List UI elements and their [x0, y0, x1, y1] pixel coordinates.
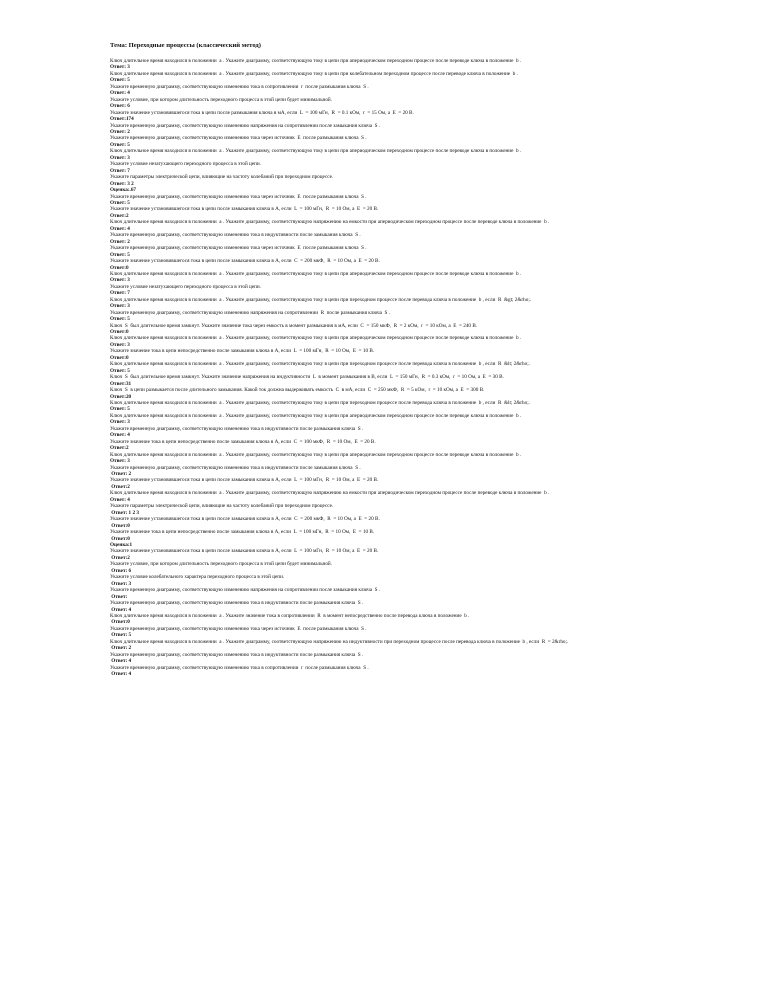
answer-line: Ответ: 6 [110, 103, 130, 110]
answer-line: Ответ: 5 [110, 77, 130, 84]
answer-line: Ответ: 4 [110, 606, 132, 613]
answer-line: Ответ: 3 [110, 341, 130, 348]
answer-line: Ответ: 3 [110, 154, 130, 161]
answer-line: Ответ: 2 [110, 645, 132, 652]
answer-line: Ответ: 5 [110, 316, 130, 323]
answer-line: Ответ:31 [110, 380, 132, 387]
answer-line: Ответ:0 [110, 535, 130, 542]
question-text: Ключ S был длительное время замкнут. Укажите значение тока через емкость в момент размыкания в мА, если C = 150 мкФ, R = 2 кОм, r = 10 кОм, а E = 240 В. [110, 322, 478, 329]
document-title: Тема: Переходные процессы (классический метод) [110, 42, 261, 49]
answer-line: Ответ: 4 [110, 90, 130, 97]
question-text: Укажите временную диаграмму, соответствующую изменению тока в индуктивности после размыкания ключа S . [110, 600, 364, 607]
question-text: Укажите временную диаграмму, соответствующую изменению тока в индуктивности после размыкания ключа S . [110, 651, 364, 658]
question-text: Укажите временную диаграмму, соответствующую изменению тока через источник E после размыкания ключа S . [110, 245, 367, 252]
answer-line: Оценка:.67 [110, 187, 137, 194]
answer-line: Ответ: 3 [110, 458, 130, 465]
question-text: Ключ длительное время находился в положении a . Укажите диаграмму, соответствующую току в цепи при апериодическом переходном процессе после переводе ключа в положение b . [110, 335, 522, 342]
answer-line: Ответ: 4 [110, 496, 130, 503]
question-text: Укажите значение установившегося тока в цепи после замыкания ключа в А, если L = 100 мГн, R = 10 Ом, а E = 20 В. [110, 477, 379, 484]
question-text: Ключ S был длительное время замкнут. Укажите значение напряжения на индуктивности L в момент размыкания в В, если L = 150 мГн, R = 0.3 кОм, r = 10 Ом, а E = 30 В. [110, 374, 504, 381]
answer-line: Ответ: 5 [110, 141, 130, 148]
question-text: Ключ длительное время находился в положении a . Укажите диаграмму, соответствующую току в цепи при апериодическом переходном процессе после переводе ключа в положение b . [110, 58, 522, 64]
answer-line: Ответ: 5 [110, 199, 130, 206]
answer-line: Ответ: 5 [110, 406, 130, 413]
question-text: Укажите временную диаграмму, соответствующую изменению тока через источник E после размыкания ключа S . [110, 625, 367, 632]
answer-line: Ответ:2 [110, 554, 130, 561]
answer-line: Ответ:2 [110, 212, 129, 219]
question-text: Укажите условие, при котором длительность переходного процесса в этой цепи будет минимальной. [110, 96, 332, 103]
question-text: Укажите временную диаграмму, соответствующую изменению напряжения на сопротивлении R после размыкания ключа S . [110, 309, 391, 316]
question-text: Ключ длительное время находился в положении a . Укажите диаграмму, соответствующую напряжению на емкости при апериодическом переходном процессе после переводе ключа в положение b . [110, 219, 550, 226]
question-text: Укажите значение установившегося тока в цепи после замыкания ключа в А, если L = 100 мГн, R = 10 Ом, а E = 20 В. [110, 206, 379, 213]
answer-line: Ответ: 5 [110, 251, 130, 258]
question-text: Укажите условие незатухающего переходного процесса в этой цепи. [110, 283, 261, 290]
answer-line: Ответ: 2 [110, 128, 130, 135]
question-text: Укажите значение установившегося тока в цепи после размыкания ключа в мА, если L = 100 мГн, R = 0.1 кОм, r = 15 Ом, а E = 20 В. [110, 109, 414, 116]
answer-line: Ответ: 4 [110, 432, 130, 439]
question-text: Укажите временную диаграмму, соответствующую изменению тока через источник E после размыкания ключа S . [110, 193, 367, 200]
answer-line: Ответ:0 [110, 264, 129, 271]
question-text: Укажите параметры электрической цепи, влияющие на частоту колебаний при переходном процессе. [110, 174, 334, 181]
question-text: Укажите значение установившегося тока в цепи после замыкания ключа в А, если C = 200 мкФ, R = 10 Ом, а E = 20 В. [110, 516, 380, 523]
question-text: Ключ длительное время находился в положении a . Укажите диаграмму, соответствующую току в цепи при переходном процессе после перевода ключа в положение b , если R &lt; 2&rho;. [110, 400, 530, 407]
answer-line: Ответ: 4 [110, 671, 132, 678]
answer-line: Ответ: 3 [110, 419, 130, 426]
question-text: Укажите временную диаграмму, соответствующую изменению тока в сопротивлении r после размыкания ключа S . [110, 83, 369, 90]
question-text: Ключ длительное время находился в положении a . Укажите значение тока в сопротивлении R в момент непосредственно после перевода ключа в положение b . [110, 612, 470, 619]
question-text: Укажите временную диаграмму, соответствующую изменению тока через источник E после размыкания ключа S . [110, 135, 367, 142]
answer-line: Ответ:0 [110, 522, 130, 529]
question-text: Укажите значение тока в цепи непосредственно после замыкания ключа в А, если L = 100 мГн, R = 10 Ом, E = 10 В. [110, 529, 375, 536]
question-text: Укажите условие, при котором длительность переходного процесса в этой цепи будет минимальной. [110, 561, 332, 568]
question-text: Ключ длительное время находился в положении a . Укажите диаграмму, соответствующую току в цепи при переходном процессе после перевода ключа в положение b , если R &gt; 2&rho;. [110, 296, 532, 303]
answer-line: Ответ: 3 [110, 580, 132, 587]
answer-line: Ответ: 5 [110, 632, 132, 639]
question-text: Ключ длительное время находился в положении a . Укажите диаграмму, соответствующую напряжению на индуктивности при переходном процессе после перевода ключа в положение b , если R = 2&rho;. [110, 638, 569, 645]
question-text: Укажите временную диаграмму, соответствующую изменению напряжения на сопротивлении после замыкания ключа S . [110, 587, 381, 594]
question-text: Ключ длительное время находился в положении a . Укажите диаграмму, соответствующую току в цепи при переходном процессе после перевода ключа в положение b , если R &lt; 2&rho;. [110, 361, 530, 368]
answer-line: Ответ: 3 [110, 303, 130, 310]
question-text: Укажите временную диаграмму, соответствующую изменению тока в индуктивности после размыкания ключа S . [110, 425, 364, 432]
answer-line: Ответ: 2 [110, 238, 130, 245]
question-text: Укажите значение установившегося тока в цепи после замыкания ключа в А, если L = 100 мГн, R = 10 Ом, а E = 20 В. [110, 548, 379, 555]
answer-line: Ответ: [110, 593, 128, 600]
answer-line: Ответ:0 [110, 619, 130, 626]
question-text: Ключ длительное время находился в положении a . Укажите диаграмму, соответствующую току в цепи при апериодическом переходном процессе после переводе ключа в положение b . [110, 148, 522, 155]
answer-line: Ответ: 4 [110, 225, 130, 232]
question-text: Укажите значение установившегося тока в цепи после замыкания ключа в А, если C = 200 мкФ, R = 10 Ом, а E = 20 В. [110, 258, 380, 265]
answer-line: Ответ: 6 [110, 567, 132, 574]
qa-list [110, 58, 695, 678]
answer-line: Ответ:0 [110, 354, 129, 361]
answer-line: Ответ: 3 2 [110, 180, 134, 187]
answer-line: Ответ: 2 [110, 471, 132, 477]
answer-line: Ответ: 4 [110, 658, 132, 665]
question-text: Ключ длительное время находился в положении a . Укажите диаграмму, соответствующую напряжению на емкости при апериодическом переходном процессе после переводе ключа в положение b . [110, 490, 550, 497]
question-text: Укажите временную диаграмму, соответствующую изменению напряжения на сопротивлении после замыкания ключа S . [110, 122, 381, 129]
question-text: Ключ длительное время находился в положении a . Укажите диаграмму, соответствующую току в цепи при апериодическом переходном процессе после переводе ключа в положение b . [110, 270, 522, 277]
answer-line: Ответ:20 [110, 393, 132, 400]
question-text: Укажите значение тока в цепи непосредственно после замыкания ключа в А, если C = 100 мкФ, R = 10 Ом, E = 20 В. [110, 438, 376, 445]
answer-line: Ответ: 7 [110, 290, 130, 297]
question-text: Укажите условие незатухающего переходного процесса в этой цепи. [110, 161, 261, 168]
answer-line: Ответ:2 [110, 445, 129, 452]
question-text: Ключ длительное время находился в положении a . Укажите диаграмму, соответствующую току в цепи при апериодическом переходном процессе после переводе ключа в положение b . [110, 412, 522, 419]
question-text: Укажите параметры электрической цепи, влияющие на частоту колебаний при переходном процессе. [110, 503, 334, 510]
answer-line: Ответ:0 [110, 329, 129, 336]
answer-line: Ответ: 3 [110, 64, 130, 71]
question-text: Укажите временную диаграмму, соответствующую изменению тока в индуктивности после замыкания ключа S . [110, 232, 361, 239]
question-text: Укажите значение тока в цепи непосредственно после замыкания ключа в А, если L = 100 мГн, R = 10 Ом, E = 10 В. [110, 348, 375, 355]
answer-line: Ответ: 3 [110, 277, 130, 284]
answer-line: Ответ: 1 2 3 [110, 509, 139, 516]
question-text: Ключ длительное время находился в положении a . Укажите диаграмму, соответствующую току в цепи при апериодическом переходном процессе после переводе ключа в положение b . [110, 451, 522, 458]
question-text: Ключ длительное время находился в положении a . Укажите диаграмму, соответствующую току в цепи при колебательном переходном процессе после переводе ключа в положение b . [110, 70, 518, 77]
answer-line: Ответ:174 [110, 116, 134, 123]
question-text: Ключ S в цепи размыкается после длительного замыкания. Какой ток должна выдерживать емкость C в мА, если C = 250 мкФ, R = 5 кОм, r = 10 кОм, а E = 300 В. [110, 387, 485, 394]
question-text: Укажите временную диаграмму, соответствующую изменению тока в сопротивлении r после размыкания ключа S . [110, 664, 369, 671]
answer-line: Оценка:1 [110, 541, 133, 548]
question-text: Укажите временную диаграмму, соответствующую изменению тока в индуктивности после замыкания ключа S . [110, 464, 361, 471]
answer-line: Ответ: 7 [110, 167, 130, 174]
question-text: Укажите условие колебательного характера переходного процесса в этой цепи. [110, 574, 285, 581]
answer-line: Ответ:2 [110, 483, 130, 490]
answer-line: Ответ: 5 [110, 367, 130, 374]
